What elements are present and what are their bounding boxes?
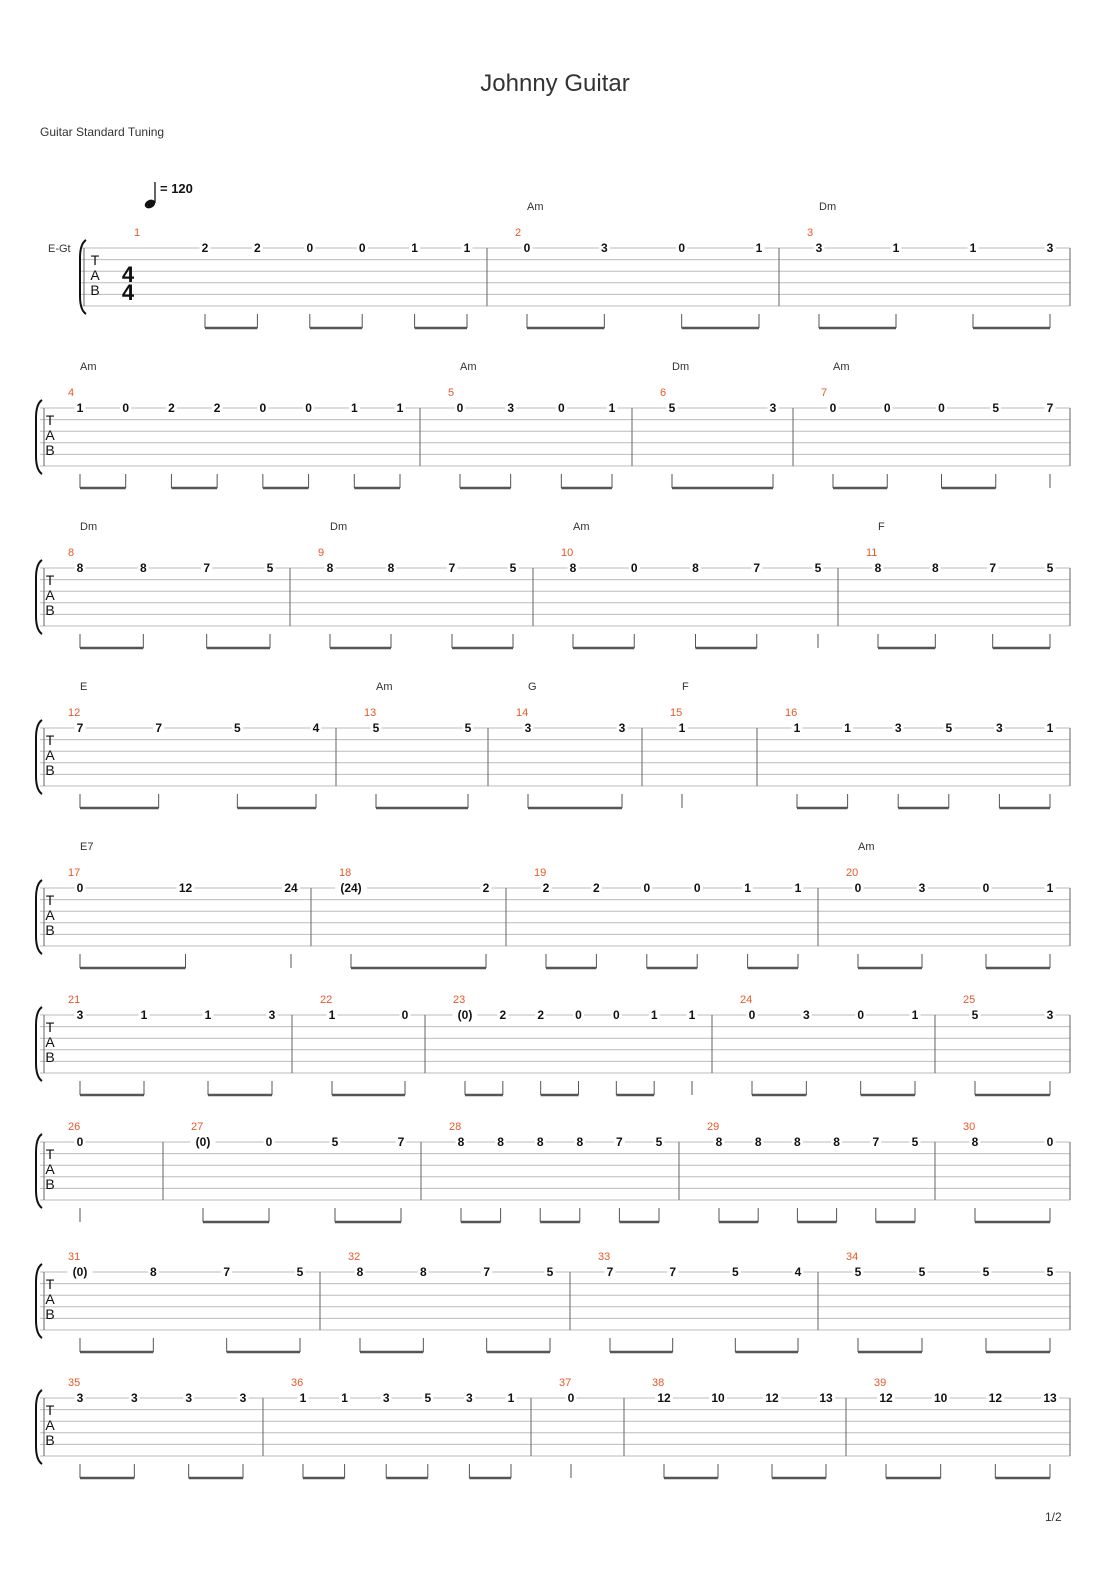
fret-number: 1 bbox=[844, 721, 851, 735]
measure-number: 2 bbox=[515, 227, 522, 239]
tab-clef-letter: B bbox=[45, 1306, 55, 1322]
measure-number: 21 bbox=[68, 994, 81, 1006]
fret-number: 13 bbox=[1043, 1391, 1057, 1405]
measure-number: 23 bbox=[453, 994, 466, 1006]
fret-number: 1 bbox=[911, 1008, 919, 1022]
chord-symbol: Dm bbox=[80, 521, 98, 533]
fret-number: 8 bbox=[715, 1135, 723, 1149]
chord-symbol: Dm bbox=[672, 361, 690, 373]
fret-number: 3 bbox=[130, 1391, 138, 1405]
tab-clef-letter: B bbox=[45, 762, 55, 778]
tab-clef-letter: A bbox=[45, 427, 55, 443]
fret-number: 3 bbox=[268, 1008, 276, 1022]
fret-number: 1 bbox=[793, 721, 801, 735]
time-signature-top: 4 bbox=[121, 262, 135, 287]
tab-clef-letter: A bbox=[45, 1417, 55, 1433]
tab-clef-letter: A bbox=[45, 1034, 55, 1050]
fret-number: 0 bbox=[748, 1008, 756, 1022]
fret-number: 5 bbox=[1046, 1265, 1054, 1279]
fret-number: 3 bbox=[76, 1008, 84, 1022]
measure-number: 25 bbox=[963, 994, 976, 1006]
fret-number: 3 bbox=[76, 1391, 84, 1405]
system-brace bbox=[36, 1134, 42, 1208]
measure-number: 27 bbox=[191, 1121, 204, 1133]
fret-number: 3 bbox=[1046, 241, 1054, 255]
fret-number: 2 bbox=[213, 401, 221, 415]
fret-number: 7 bbox=[203, 561, 211, 575]
measure-number: 7 bbox=[821, 387, 828, 399]
measure-number: 37 bbox=[559, 1377, 572, 1389]
fret-number: 7 bbox=[669, 1265, 677, 1279]
fret-number: 8 bbox=[149, 1265, 157, 1279]
fret-number: 1 bbox=[1046, 881, 1054, 895]
tab-clef-letter: B bbox=[45, 442, 55, 458]
fret-number: 3 bbox=[769, 401, 777, 415]
fret-number: 7 bbox=[616, 1135, 623, 1149]
measure-number: 34 bbox=[846, 1251, 859, 1263]
fret-number: 7 bbox=[606, 1265, 614, 1279]
fret-number: 0 bbox=[857, 1008, 865, 1022]
fret-number: 12 bbox=[988, 1391, 1003, 1405]
fret-number: 7 bbox=[1046, 401, 1054, 415]
fret-number: 3 bbox=[524, 721, 532, 735]
fret-number: 0 bbox=[306, 241, 314, 255]
fret-number: (0) bbox=[72, 1265, 88, 1279]
measure-number: 22 bbox=[320, 994, 333, 1006]
fret-number: 1 bbox=[341, 1391, 348, 1405]
fret-number: 5 bbox=[911, 1135, 919, 1149]
tab-clef-letter: A bbox=[45, 1161, 55, 1177]
fret-number: 0 bbox=[982, 881, 990, 895]
fret-number: 5 bbox=[372, 721, 380, 735]
measure-number: 39 bbox=[874, 1377, 887, 1389]
measure-number: 16 bbox=[785, 707, 798, 719]
fret-number: 3 bbox=[1046, 1008, 1054, 1022]
tab-clef-letter: A bbox=[45, 1291, 55, 1307]
fret-number: (0) bbox=[195, 1135, 211, 1149]
fret-number: 1 bbox=[608, 401, 616, 415]
measure-number: 9 bbox=[318, 547, 325, 559]
fret-number: 8 bbox=[754, 1135, 762, 1149]
fret-number: 0 bbox=[575, 1008, 582, 1022]
fret-number: 8 bbox=[794, 1135, 801, 1149]
measure-number: 4 bbox=[68, 387, 75, 399]
tab-clef-letter: T bbox=[45, 732, 55, 748]
fret-number: 5 bbox=[655, 1135, 663, 1149]
fret-number: 2 bbox=[168, 401, 175, 415]
system-brace bbox=[36, 1264, 42, 1338]
fret-number: 3 bbox=[600, 241, 608, 255]
fret-number: 1 bbox=[969, 241, 977, 255]
fret-number: 8 bbox=[326, 561, 334, 575]
fret-number: 5 bbox=[814, 561, 822, 575]
measure-number: 10 bbox=[561, 547, 574, 559]
fret-number: 8 bbox=[497, 1135, 504, 1149]
measure-number: 35 bbox=[68, 1377, 81, 1389]
measure-number: 13 bbox=[364, 707, 377, 719]
fret-number: 1 bbox=[299, 1391, 307, 1405]
measure-number: 33 bbox=[598, 1251, 611, 1263]
page-number: 1/2 bbox=[1045, 1510, 1062, 1524]
fret-number: 7 bbox=[872, 1135, 880, 1149]
fret-number: 0 bbox=[523, 241, 531, 255]
measure-number: 14 bbox=[516, 707, 529, 719]
system-brace bbox=[36, 400, 42, 474]
fret-number: 0 bbox=[854, 881, 862, 895]
system-brace bbox=[36, 1390, 42, 1464]
measure-number: 36 bbox=[291, 1377, 304, 1389]
fret-number: 0 bbox=[259, 401, 267, 415]
fret-number: 5 bbox=[331, 1135, 339, 1149]
fret-number: 5 bbox=[233, 721, 241, 735]
tab-clef-letter: A bbox=[90, 267, 100, 283]
fret-number: 12 bbox=[657, 1391, 671, 1405]
fret-number: 5 bbox=[918, 1265, 926, 1279]
measure-number: 8 bbox=[68, 547, 75, 559]
fret-number: 10 bbox=[933, 1391, 948, 1405]
fret-number: 1 bbox=[204, 1008, 212, 1022]
fret-number: 1 bbox=[350, 401, 358, 415]
fret-number: 0 bbox=[693, 881, 701, 895]
fret-number: 3 bbox=[815, 241, 823, 255]
fret-number: 0 bbox=[643, 881, 651, 895]
fret-number: 8 bbox=[536, 1135, 544, 1149]
tab-clef-letter: T bbox=[45, 572, 55, 588]
chord-symbol: Am bbox=[573, 521, 590, 533]
tab-clef-letter: T bbox=[90, 252, 100, 268]
fret-number: 2 bbox=[499, 1008, 507, 1022]
fret-number: 8 bbox=[76, 561, 84, 575]
measure-number: 11 bbox=[866, 547, 878, 559]
fret-number: 1 bbox=[794, 881, 802, 895]
fret-number: 5 bbox=[464, 721, 472, 735]
measure-number: 20 bbox=[846, 867, 859, 879]
tab-clef-letter: B bbox=[45, 1049, 55, 1065]
fret-number: 7 bbox=[989, 561, 997, 575]
tab-clef-letter: T bbox=[45, 892, 55, 908]
fret-number: 4 bbox=[312, 721, 320, 735]
measure-number: 17 bbox=[68, 867, 81, 879]
chord-symbol: Am bbox=[527, 201, 544, 213]
fret-number: 2 bbox=[593, 881, 600, 895]
tab-clef-letter: T bbox=[45, 1019, 55, 1035]
fret-number: 8 bbox=[569, 561, 577, 575]
fret-number: 1 bbox=[328, 1008, 336, 1022]
tab-clef-letter: B bbox=[45, 922, 55, 938]
fret-number: 1 bbox=[755, 241, 763, 255]
fret-number: 7 bbox=[397, 1135, 405, 1149]
chord-symbol: Dm bbox=[330, 521, 348, 533]
system-brace bbox=[36, 720, 42, 794]
fret-number: 0 bbox=[557, 401, 565, 415]
fret-number: 12 bbox=[765, 1391, 779, 1405]
fret-number: 0 bbox=[630, 561, 638, 575]
fret-number: 8 bbox=[931, 561, 939, 575]
fret-number: 1 bbox=[678, 721, 686, 735]
system-brace bbox=[36, 1007, 42, 1081]
fret-number: 0 bbox=[401, 1008, 409, 1022]
fret-number: 8 bbox=[387, 561, 395, 575]
tab-clef-letter: A bbox=[45, 747, 55, 763]
chord-symbol: Am bbox=[833, 361, 850, 373]
fret-number: 2 bbox=[537, 1008, 545, 1022]
measure-number: 29 bbox=[707, 1121, 720, 1133]
fret-number: 1 bbox=[892, 241, 900, 255]
chord-symbol: F bbox=[682, 681, 689, 693]
fret-number: 0 bbox=[76, 1135, 84, 1149]
fret-number: 8 bbox=[457, 1135, 465, 1149]
fret-number: 12 bbox=[178, 881, 193, 895]
fret-number: 7 bbox=[448, 561, 456, 575]
fret-number: 7 bbox=[753, 561, 761, 575]
fret-number: 1 bbox=[463, 241, 471, 255]
fret-number: 8 bbox=[419, 1265, 427, 1279]
fret-number: 13 bbox=[819, 1391, 833, 1405]
fret-number: 5 bbox=[509, 561, 517, 575]
fret-number: 1 bbox=[411, 241, 418, 255]
measure-number: 12 bbox=[68, 707, 81, 719]
fret-number: 3 bbox=[918, 881, 926, 895]
fret-number: 3 bbox=[996, 721, 1003, 735]
fret-number: 1 bbox=[140, 1008, 148, 1022]
tab-clef-letter: T bbox=[45, 1402, 55, 1418]
fret-number: 0 bbox=[938, 401, 945, 415]
fret-number: 0 bbox=[122, 401, 130, 415]
fret-number: 0 bbox=[567, 1391, 575, 1405]
tab-clef-letter: B bbox=[45, 1432, 55, 1448]
fret-number: 0 bbox=[829, 401, 837, 415]
fret-number: 0 bbox=[1046, 1135, 1054, 1149]
fret-number: 3 bbox=[382, 1391, 390, 1405]
fret-number: 5 bbox=[971, 1008, 979, 1022]
tab-clef-letter: B bbox=[90, 282, 100, 298]
fret-number: 0 bbox=[612, 1008, 620, 1022]
fret-number: 3 bbox=[507, 401, 515, 415]
tab-clef-letter: T bbox=[45, 1146, 55, 1162]
fret-number: 3 bbox=[618, 721, 626, 735]
system-brace bbox=[36, 560, 42, 634]
fret-number: 2 bbox=[201, 241, 209, 255]
tab-clef-letter: B bbox=[45, 1176, 55, 1192]
measure-number: 6 bbox=[660, 387, 667, 399]
measure-number: 3 bbox=[807, 227, 814, 239]
tempo-marking: = 120 bbox=[160, 181, 193, 196]
measure-number: 30 bbox=[963, 1121, 976, 1133]
fret-number: 7 bbox=[76, 721, 84, 735]
fret-number: 5 bbox=[854, 1265, 862, 1279]
fret-number: 3 bbox=[466, 1391, 473, 1405]
chord-symbol: Am bbox=[376, 681, 393, 693]
fret-number: 3 bbox=[185, 1391, 193, 1405]
fret-number: 0 bbox=[265, 1135, 273, 1149]
fret-number: 8 bbox=[692, 561, 699, 575]
fret-number: 3 bbox=[894, 721, 902, 735]
tab-clef-letter: B bbox=[45, 602, 55, 618]
system-brace bbox=[36, 880, 42, 954]
fret-number: 8 bbox=[833, 1135, 840, 1149]
time-signature-bottom: 4 bbox=[121, 280, 135, 305]
measure-number: 28 bbox=[449, 1121, 462, 1133]
chord-symbol: E7 bbox=[80, 841, 94, 853]
fret-number: 0 bbox=[456, 401, 464, 415]
chord-symbol: Am bbox=[80, 361, 97, 373]
fret-number: 5 bbox=[945, 721, 953, 735]
fret-number: 5 bbox=[992, 401, 1000, 415]
tab-clef-letter: A bbox=[45, 907, 55, 923]
fret-number: 10 bbox=[711, 1391, 725, 1405]
fret-number: 0 bbox=[358, 241, 366, 255]
fret-number: (0) bbox=[457, 1008, 473, 1022]
measure-number: 32 bbox=[348, 1251, 361, 1263]
fret-number: 1 bbox=[396, 401, 404, 415]
tab-clef-letter: A bbox=[45, 587, 55, 603]
fret-number: 2 bbox=[542, 881, 550, 895]
measure-number: 19 bbox=[534, 867, 547, 879]
fret-number: 1 bbox=[744, 881, 751, 895]
instrument-name: E-Gt bbox=[48, 243, 71, 255]
fret-number: 1 bbox=[688, 1008, 696, 1022]
fret-number: 2 bbox=[482, 881, 490, 895]
fret-number: 8 bbox=[139, 561, 147, 575]
fret-number: 5 bbox=[731, 1265, 739, 1279]
song-title: Johnny Guitar bbox=[480, 70, 630, 97]
fret-number: 7 bbox=[155, 721, 163, 735]
measure-number: 1 bbox=[134, 227, 141, 239]
fret-number: 1 bbox=[507, 1391, 515, 1405]
fret-number: 8 bbox=[971, 1135, 979, 1149]
fret-number: 1 bbox=[1046, 721, 1054, 735]
fret-number: 3 bbox=[802, 1008, 810, 1022]
fret-number: 0 bbox=[678, 241, 686, 255]
fret-number: 7 bbox=[483, 1265, 491, 1279]
fret-number: 7 bbox=[223, 1265, 231, 1279]
chord-symbol: Dm bbox=[819, 201, 837, 213]
measure-number: 31 bbox=[68, 1251, 81, 1263]
fret-number: 8 bbox=[356, 1265, 364, 1279]
fret-number: 0 bbox=[76, 881, 84, 895]
chord-symbol: Am bbox=[858, 841, 875, 853]
measure-number: 38 bbox=[652, 1377, 665, 1389]
system-brace bbox=[80, 240, 86, 314]
fret-number: 2 bbox=[254, 241, 261, 255]
tuning-label: Guitar Standard Tuning bbox=[40, 125, 165, 139]
measure-number: 18 bbox=[339, 867, 352, 879]
fret-number: 3 bbox=[239, 1391, 247, 1405]
fret-number: 12 bbox=[879, 1391, 893, 1405]
fret-number: 24 bbox=[284, 881, 298, 895]
chord-symbol: G bbox=[528, 681, 537, 693]
measure-number: 15 bbox=[670, 707, 683, 719]
measure-number: 26 bbox=[68, 1121, 81, 1133]
fret-number: 5 bbox=[546, 1265, 554, 1279]
measure-number: 5 bbox=[448, 387, 455, 399]
fret-number: 5 bbox=[424, 1391, 432, 1405]
tab-clef-letter: T bbox=[45, 1276, 55, 1292]
tab-clef-letter: T bbox=[45, 412, 55, 428]
fret-number: 0 bbox=[305, 401, 312, 415]
fret-number: 5 bbox=[1046, 561, 1054, 575]
chord-symbol: F bbox=[878, 521, 885, 533]
fret-number: 8 bbox=[576, 1135, 584, 1149]
fret-number: 1 bbox=[76, 401, 84, 415]
fret-number: 5 bbox=[296, 1265, 304, 1279]
fret-number: (24) bbox=[340, 881, 362, 895]
fret-number: 4 bbox=[794, 1265, 802, 1279]
fret-number: 1 bbox=[650, 1008, 658, 1022]
measure-number: 24 bbox=[740, 994, 753, 1006]
chord-symbol: E bbox=[80, 681, 88, 693]
fret-number: 0 bbox=[883, 401, 891, 415]
fret-number: 8 bbox=[874, 561, 882, 575]
chord-symbol: Am bbox=[460, 361, 477, 373]
fret-number: 5 bbox=[982, 1265, 990, 1279]
fret-number: 5 bbox=[266, 561, 274, 575]
fret-number: 5 bbox=[668, 401, 676, 415]
